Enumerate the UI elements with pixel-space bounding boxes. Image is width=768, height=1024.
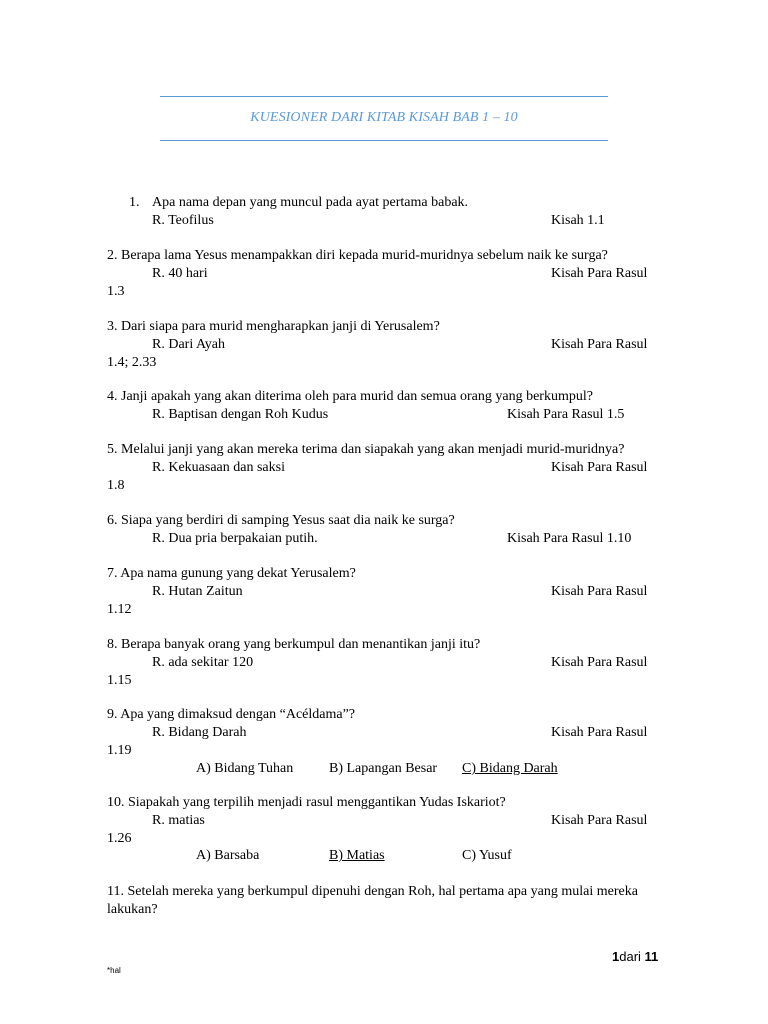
- question-7-text: 7. Apa nama gunung yang dekat Yerusalem?: [107, 566, 356, 581]
- total-pages: 11: [644, 949, 659, 964]
- question-10-option-c: C) Yusuf: [462, 848, 512, 863]
- question-1-number: 1.: [129, 195, 140, 210]
- reference-2: Kisah Para Rasul: [551, 266, 648, 281]
- reference-10-continued: 1.26: [107, 831, 132, 846]
- reference-5: Kisah Para Rasul: [551, 460, 648, 475]
- reference-8: Kisah Para Rasul: [551, 655, 648, 670]
- question-6-text: 6. Siapa yang berdiri di samping Yesus saat dia naik ke surga?: [107, 513, 455, 528]
- question-10-option-a: A) Barsaba: [196, 848, 260, 863]
- current-page: 1: [612, 949, 620, 964]
- answer-6: R. Dua pria berpakaian putih.: [152, 531, 318, 546]
- reference-5-continued: 1.8: [107, 478, 125, 493]
- question-9-option-b: B) Lapangan Besar: [329, 761, 438, 776]
- title-top-rule: [160, 96, 608, 97]
- reference-1: Kisah 1.1: [551, 213, 605, 228]
- answer-2: R. 40 hari: [152, 266, 208, 281]
- question-9-text: 9. Apa yang dimaksud dengan “Acéldama”?: [107, 707, 356, 722]
- reference-3-continued: 1.4; 2.33: [107, 355, 157, 370]
- document-title: KUESIONER DARI KITAB KISAH BAB 1 – 10: [250, 110, 518, 125]
- question-5-text: 5. Melalui janji yang akan mereka terima dan siapakah yang akan menjadi murid-muridnya?: [107, 442, 625, 457]
- question-11-text-continued: lakukan?: [107, 902, 158, 917]
- reference-8-continued: 1.15: [107, 673, 132, 688]
- reference-4: Kisah Para Rasul 1.5: [507, 407, 625, 422]
- reference-9-continued: 1.19: [107, 743, 132, 758]
- answer-8: R. ada sekitar 120: [152, 655, 254, 670]
- reference-7-continued: 1.12: [107, 602, 132, 617]
- question-1-text: Apa nama depan yang muncul pada ayat pertama babak.: [152, 195, 469, 210]
- question-8-text: 8. Berapa banyak orang yang berkumpul dan menantikan janji itu?: [107, 637, 481, 652]
- answer-1: R. Teofilus: [152, 213, 214, 228]
- question-3-text: 3. Dari siapa para murid mengharapkan janji di Yerusalem?: [107, 319, 440, 334]
- footnote: *hal: [107, 966, 121, 975]
- page-number: [612, 949, 658, 964]
- reference-10: Kisah Para Rasul: [551, 813, 648, 828]
- title-bottom-rule: [160, 140, 608, 141]
- answer-4: R. Baptisan dengan Roh Kudus: [152, 407, 329, 422]
- reference-2-continued: 1.3: [107, 284, 125, 299]
- answer-9: R. Bidang Darah: [152, 725, 247, 740]
- reference-7: Kisah Para Rasul: [551, 584, 648, 599]
- question-9-option-c-correct: C) Bidang Darah: [462, 761, 558, 776]
- question-2-text: 2. Berapa lama Yesus menampakkan diri kepada murid-muridnya sebelum naik ke surga?: [107, 248, 608, 263]
- answer-7: R. Hutan Zaitun: [152, 584, 243, 599]
- question-11-text: 11. Setelah mereka yang berkumpul dipenuhi dengan Roh, hal pertama apa yang mulai mereka: [107, 884, 638, 899]
- page-of-label: dari: [619, 949, 645, 964]
- question-4-text: 4. Janji apakah yang akan diterima oleh para murid dan semua orang yang berkumpul?: [107, 389, 593, 404]
- reference-3: Kisah Para Rasul: [551, 337, 648, 352]
- question-10-option-b-correct: B) Matias: [329, 848, 385, 863]
- question-10-text: 10. Siapakah yang terpilih menjadi rasul menggantikan Yudas Iskariot?: [107, 795, 506, 810]
- answer-10: R. matias: [152, 813, 205, 828]
- reference-9: Kisah Para Rasul: [551, 725, 648, 740]
- answer-3: R. Dari Ayah: [152, 337, 225, 352]
- question-9-option-a: A) Bidang Tuhan: [196, 761, 294, 776]
- answer-5: R. Kekuasaan dan saksi: [152, 460, 285, 475]
- reference-6: Kisah Para Rasul 1.10: [507, 531, 632, 546]
